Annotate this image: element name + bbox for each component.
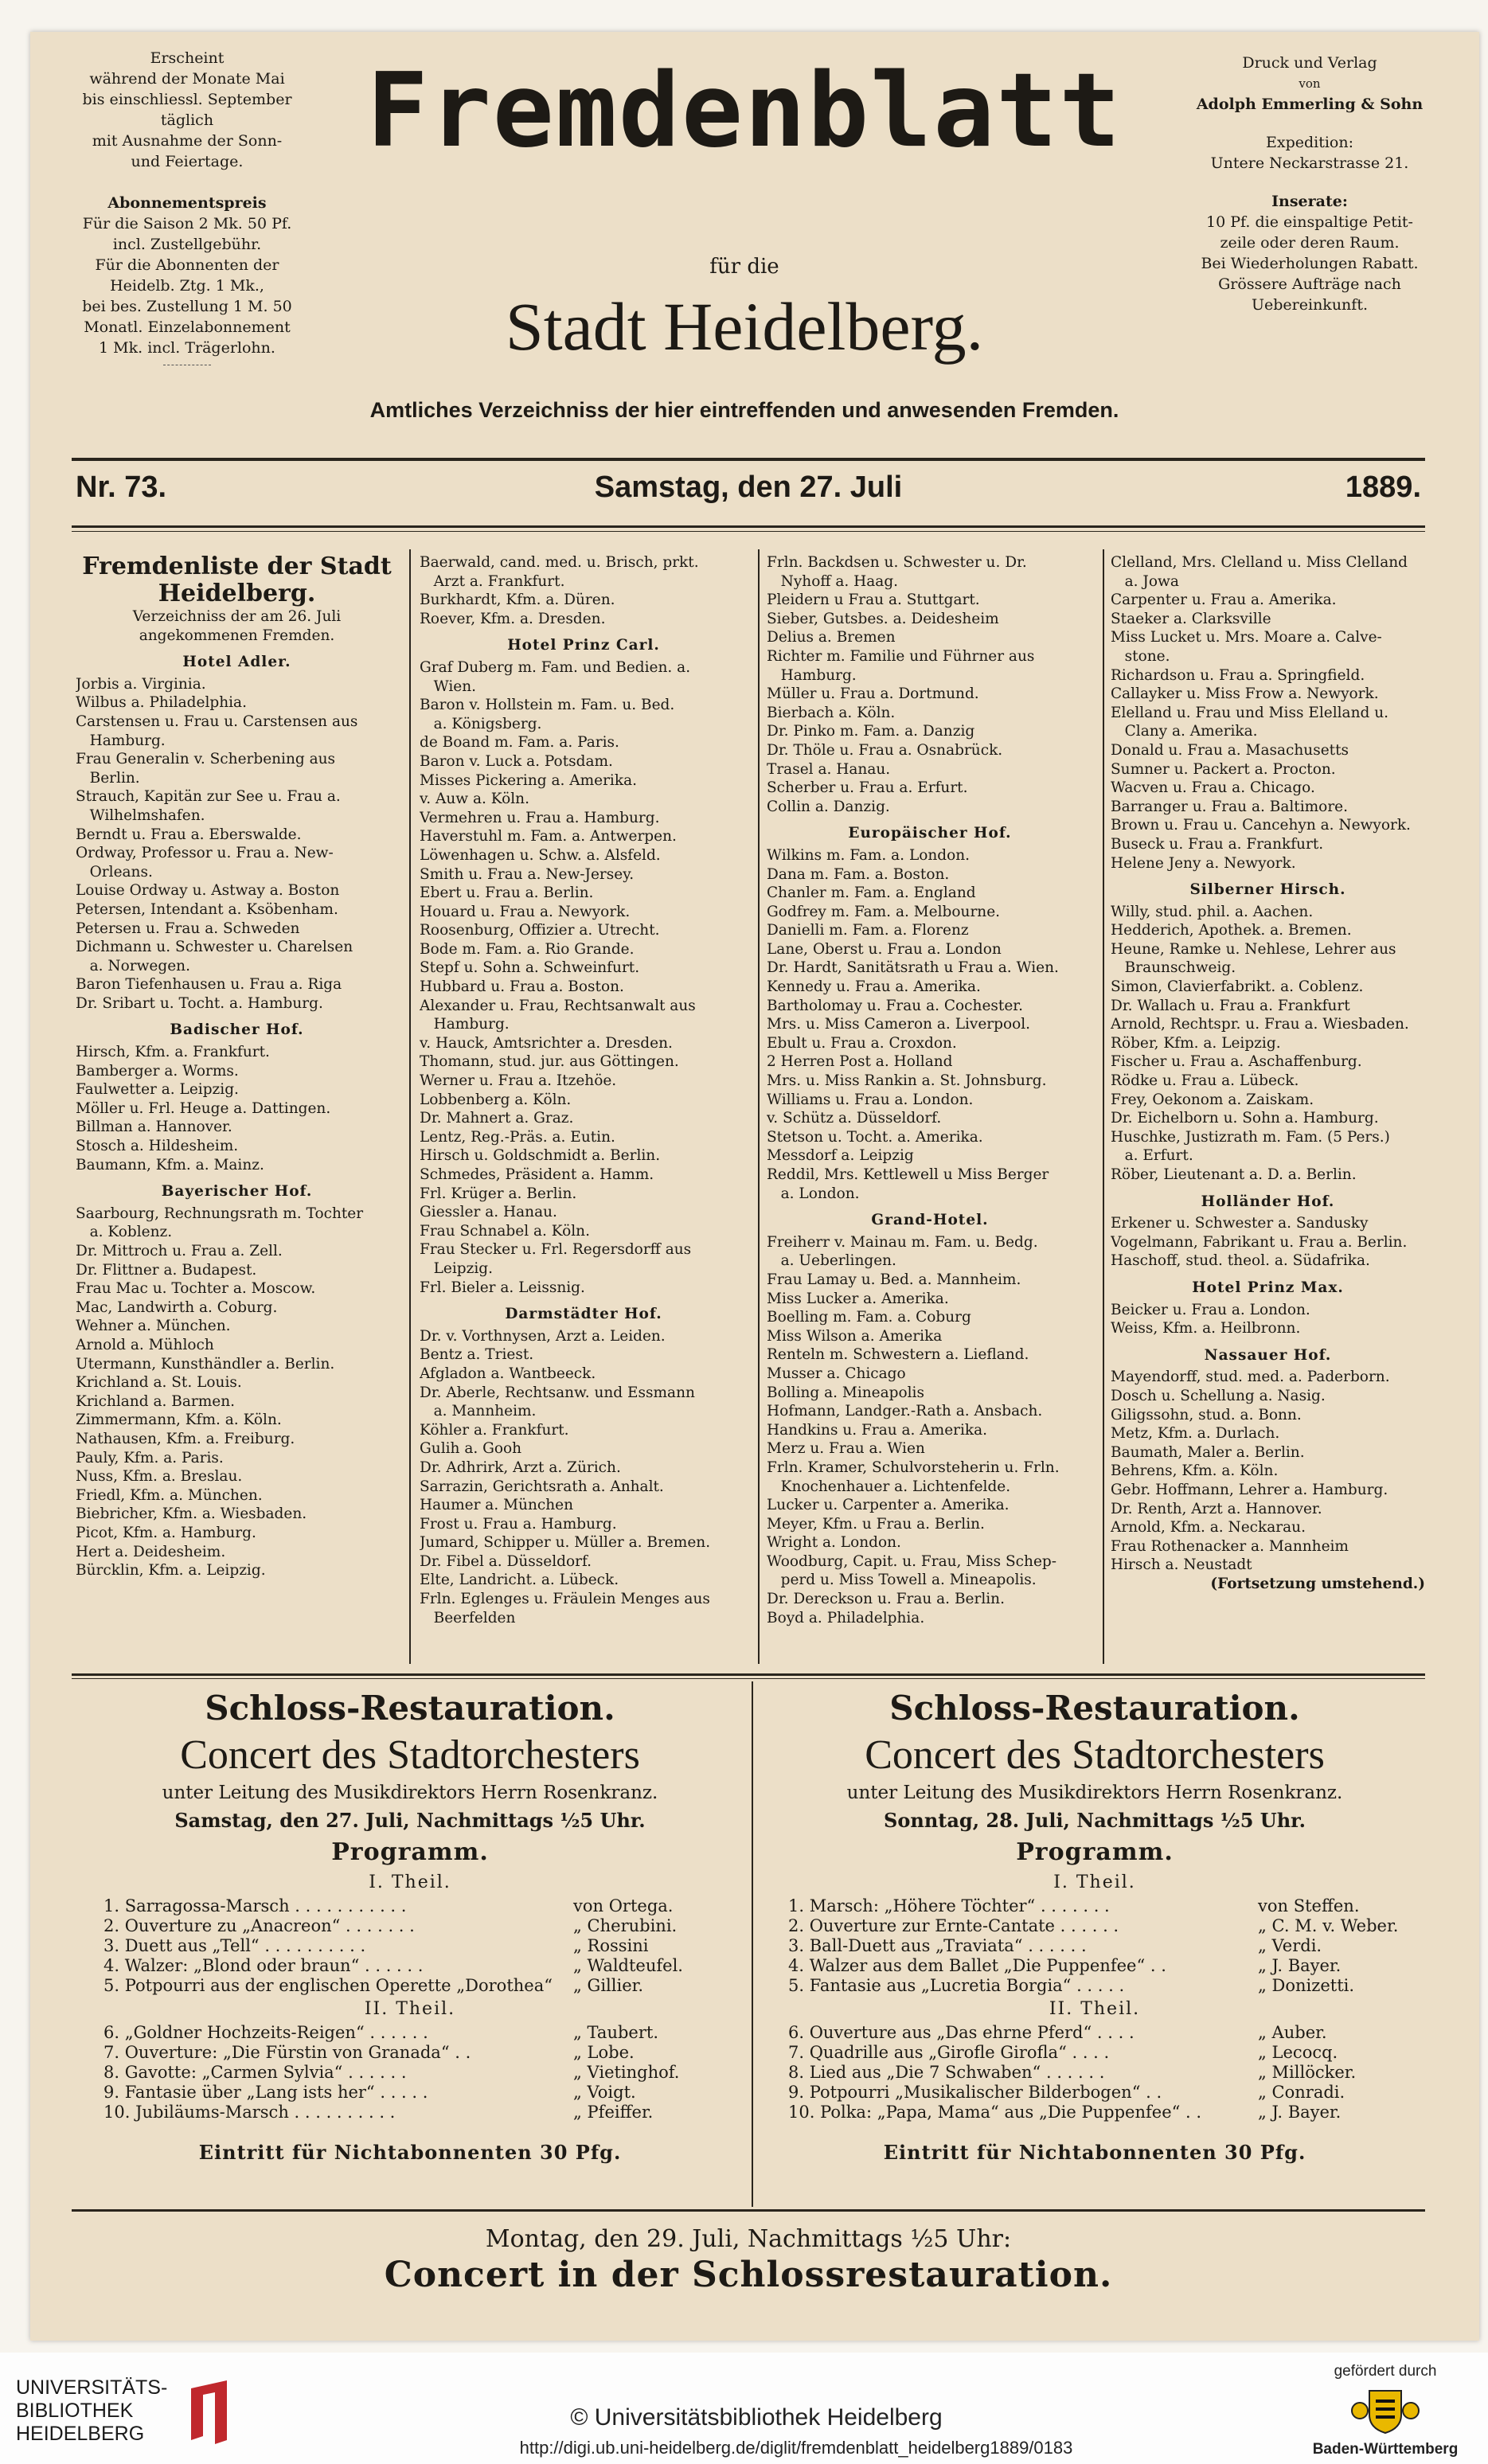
- guest-entry: Dr. Adhrirk, Arzt a. Zürich.: [420, 1458, 621, 1476]
- guest-entry: Mac, Landwirth a. Coburg.: [76, 1298, 278, 1316]
- program-item: 10. Jubiläums-Marsch . . . . . . . . . . „ Pfeiffer.: [103, 2103, 654, 2122]
- guest-entry: Giligssohn, stud. a. Bonn.: [1111, 1406, 1302, 1423]
- guest-entry: Lobbenberg a. Köln.: [420, 1091, 572, 1108]
- guest-entry: Frl. Bieler a. Leissnig.: [420, 1279, 585, 1296]
- guest-entry: Utermann, Kunsthändler a. Berlin.: [76, 1355, 335, 1373]
- column-divider: [758, 549, 760, 1664]
- guest-entry: Saarbourg, Rechnungsrath m. Tochter: [76, 1205, 364, 1222]
- guest-entry: Frl. Krüger a. Berlin.: [420, 1185, 577, 1202]
- guest-entry: Reddil, Mrs. Kettlewell u Miss Berger: [767, 1166, 1049, 1183]
- guest-entry: Staeker a. Clarksville: [1111, 610, 1271, 627]
- guest-entry: Wilkins m. Fam. a. London.: [767, 846, 971, 864]
- list-title: Heidelberg.: [158, 580, 316, 607]
- guest-entry: Collin a. Danzig.: [767, 798, 890, 815]
- guest-entry: Roever, Kfm. a. Dresden.: [420, 610, 606, 627]
- guest-entry: Buseck u. Frau a. Frankfurt.: [1111, 835, 1324, 853]
- guest-entry: Möller u. Frl. Heuge a. Dattingen.: [76, 1099, 331, 1117]
- guest-entry: Miss Lucker a. Amerika.: [767, 1290, 949, 1307]
- guest-entry: Sumner u. Packert a. Procton.: [1111, 760, 1336, 778]
- masthead-right-info: Druck und Verlag von Adolph Emmerling & Sohn Expedition: Untere Neckarstrasse 21. Inserate: 10 Pf. die einspaltige Petit- zeile oder deren Raum. Bei Wiederholungen Rabatt. Grössere Aufträge nach Uebereinkunft.: [1178, 53, 1441, 315]
- guest-entry: Frau Rothenacker a. Mannheim: [1111, 1537, 1349, 1555]
- guest-entry: Nyhoff a. Haag.: [767, 572, 899, 590]
- guest-column-2: [420, 553, 748, 1627]
- guest-entry: Krichland a. Barmen.: [76, 1392, 235, 1410]
- guest-entry: Knochenhauer a. Lichtenfelde.: [767, 1478, 1011, 1495]
- guest-column-1: [76, 553, 398, 1580]
- column-divider: [409, 549, 411, 1664]
- program-item: 8. Gavotte: „Carmen Sylvia“ . . . . . . „ Vietinghof.: [103, 2063, 680, 2082]
- guest-entry: Jorbis a. Virginia.: [76, 675, 206, 693]
- guest-entry: Bentz a. Triest.: [420, 1346, 534, 1364]
- concert-venue: Schloss-Restauration.: [205, 1689, 615, 1728]
- guest-entry: Frln. Eglenges u. Fräulein Menges aus: [420, 1591, 710, 1608]
- concert-title: Concert des Stadtorchesters: [865, 1732, 1325, 1778]
- guest-entry: Dr. Mittroch u. Frau a. Zell.: [76, 1243, 283, 1259]
- guest-entry: Frau Stecker u. Frl. Regersdorff aus: [420, 1241, 692, 1259]
- guest-entry: Stetson u. Tocht. a. Amerika.: [767, 1128, 983, 1146]
- hotel-heading: Grand-Hotel.: [871, 1212, 989, 1229]
- guest-entry: Dr. Eichelborn u. Sohn a. Hamburg.: [1111, 1110, 1379, 1127]
- guest-entry: Rödke u. Frau a. Lübeck.: [1111, 1072, 1299, 1090]
- hotel-heading: Darmstädter Hof.: [505, 1306, 662, 1323]
- program-item: 5. Fantasie aus „Lucretia Borgia“ . . . . . „ Donizetti.: [788, 1976, 1355, 1995]
- publication-schedule: Erscheint während der Monate Mai bis einschliessl. September täglich mit Ausnahme der Sonn- und Feiertage.: [82, 49, 292, 170]
- guest-entry: Röber, Lieutenant a. D. a. Berlin.: [1111, 1166, 1357, 1183]
- program-item: 2. Ouverture zu „Anacreon“ . . . . . . . „ Cherubini.: [103, 1916, 678, 1935]
- guest-entry: Delius a. Bremen: [767, 629, 896, 646]
- guest-entry: Thomann, stud. jur. aus Göttingen.: [420, 1053, 679, 1071]
- guest-entry: Kennedy u. Frau a. Amerika.: [767, 978, 981, 996]
- guest-entry: Dr. Hardt, Sanitätsrath u Frau a. Wien.: [767, 959, 1059, 977]
- subscription-prices: Für die Saison 2 Mk. 50 Pf. incl. Zustellgebühr. Für die Abonnenten der Heidelb. Ztg. 1 Mk., bei bes. Zustellung 1 M. 50 Monatl. Einzelabonnement 1 Mk. incl. Trägerlohn.: [82, 215, 292, 357]
- guest-entry: Sieber, Gutsbes. a. Deidesheim: [767, 610, 999, 627]
- guest-entry: Mrs. u. Miss Cameron a. Liverpool.: [767, 1016, 1031, 1033]
- guest-entry: Freiherr v. Mainau m. Fam. u. Bedg.: [767, 1233, 1038, 1251]
- guest-entry: Elte, Landricht. a. Lübeck.: [420, 1572, 619, 1589]
- guest-entry: Arzt a. Frankfurt.: [420, 572, 565, 590]
- guest-entry: a. Norwegen.: [76, 957, 190, 974]
- guest-entry: Nuss, Kfm. a. Breslau.: [76, 1468, 243, 1486]
- program-item: 6. Ouverture aus „Das ehrne Pferd“ . . . . „ Auber.: [788, 2023, 1327, 2042]
- guest-entry: Weiss, Kfm. a. Heilbronn.: [1111, 1320, 1301, 1337]
- guest-entry: Williams u. Frau a. London.: [767, 1091, 974, 1108]
- guest-entry: Merz u. Frau a. Wien: [767, 1440, 925, 1458]
- program-item: 7. Ouverture: „Die Fürstin von Granada“ . . „ Lobe.: [103, 2043, 635, 2062]
- guest-entry: Wien.: [420, 678, 476, 695]
- guest-entry: Baron v. Hollstein m. Fam. u. Bed.: [420, 697, 675, 714]
- expedition-title: Expedition:: [1265, 134, 1354, 151]
- hotel-heading: Hotel Prinz Max.: [1192, 1279, 1344, 1296]
- guest-entry: Dr. Wallach u. Frau a. Frankfurt: [1111, 997, 1350, 1014]
- concert-title: Concert des Stadtorchesters: [180, 1732, 640, 1778]
- guest-entry: Haschoff, stud. theol. a. Südafrika.: [1111, 1252, 1370, 1270]
- guest-entry: Baron v. Luck a. Potsdam.: [420, 752, 613, 770]
- concert-venue: Schloss-Restauration.: [889, 1689, 1300, 1728]
- guest-entry: Frau Schnabel a. Köln.: [420, 1222, 590, 1240]
- monday-announcement: Montag, den 29. Juli, Nachmittags ½5 Uhr:: [485, 2225, 1012, 2253]
- hotel-heading: Nassauer Hof.: [1204, 1346, 1332, 1364]
- guest-entry: Nathausen, Kfm. a. Freiburg.: [76, 1430, 295, 1447]
- guest-entry: Jumard, Schipper u. Müller a. Bremen.: [420, 1534, 711, 1552]
- program-item: 5. Potpourri aus der englischen Operette „Dorothea“ „ Gillier.: [103, 1976, 644, 1995]
- program-heading: Programm.: [1016, 1838, 1174, 1866]
- guest-entry: Clelland, Mrs. Clelland u. Miss Clelland: [1111, 554, 1408, 571]
- issue-year: 1889.: [1345, 471, 1421, 504]
- hotel-heading: Bayerischer Hof.: [161, 1183, 313, 1201]
- column-divider: [1103, 549, 1104, 1664]
- guest-entry: Clany a. Amerika.: [1111, 723, 1258, 740]
- program-item: 6. „Goldner Hochzeits-Reigen“ . . . . . . „ Taubert.: [103, 2023, 658, 2042]
- rule-monday-top: [72, 2209, 1425, 2212]
- guest-entry: Beerfelden: [420, 1609, 516, 1626]
- program-item: 9. Fantasie über „Lang ists her“ . . . . . „ Voigt.: [103, 2083, 636, 2102]
- hotel-heading: Hotel Prinz Carl.: [507, 637, 660, 654]
- guest-entry: Burkhardt, Kfm. a. Düren.: [420, 592, 615, 609]
- guest-entry: a. Jowa: [1111, 572, 1179, 590]
- masthead-left-info: [56, 48, 318, 365]
- guest-entry: Hedderich, Apothek. a. Bremen.: [1111, 922, 1352, 939]
- guest-entry: Hirsch, Kfm. a. Frankfurt.: [76, 1044, 270, 1061]
- copyright-notice: © Universitätsbibliothek Heidelberg: [570, 2404, 943, 2431]
- library-logo-icon: [183, 2376, 239, 2448]
- guest-entry: Trasel a. Hanau.: [767, 760, 891, 778]
- guest-entry: Ebult u. Frau a. Croxdon.: [767, 1034, 957, 1052]
- continued-note: (Fortsetzung umstehend.): [1210, 1575, 1425, 1592]
- guest-entry: Gebr. Hoffmann, Lehrer a. Hamburg.: [1111, 1481, 1388, 1498]
- expedition-address: Untere Neckarstrasse 21.: [1210, 154, 1409, 172]
- guest-entry: Ordway, Professor u. Frau a. New-: [76, 845, 334, 862]
- guest-entry: Bamberger a. Worms.: [76, 1062, 239, 1080]
- guest-entry: Bierbach a. Köln.: [767, 704, 896, 721]
- hotel-heading: Europäischer Hof.: [848, 825, 1012, 842]
- rule-top: [72, 458, 1425, 461]
- program-item: 10. Polka: „Papa, Mama“ aus „Die Puppenfee“ . . „ J. Bayer.: [788, 2103, 1342, 2122]
- guest-entry: Frln. Kramer, Schulvorsteherin u. Frln.: [767, 1458, 1060, 1476]
- guest-entry: Frost u. Frau a. Hamburg.: [420, 1515, 617, 1533]
- guest-entry: Brown u. Frau u. Cancehyn a. Newyork.: [1111, 817, 1411, 834]
- guest-entry: Callayker u. Miss Frow a. Newyork.: [1111, 685, 1379, 703]
- hotel-heading: Silberner Hirsch.: [1189, 881, 1346, 899]
- guest-entry: v. Auw a. Köln.: [420, 791, 529, 808]
- guest-entry: Dichmann u. Schwester u. Charelsen: [76, 939, 353, 956]
- concert-saturday: [72, 1686, 748, 2169]
- newspaper-title: Fremdenblatt: [366, 52, 1123, 170]
- guest-entry: Hofmann, Landger.-Rath a. Ansbach.: [767, 1403, 1043, 1420]
- guest-entry: de Boand m. Fam. a. Paris.: [420, 734, 619, 752]
- guest-entry: Strauch, Kapitän zur See u. Frau a.: [76, 788, 341, 806]
- concert-conductor: unter Leitung des Musikdirektors Herrn Rosenkranz.: [162, 1783, 658, 1803]
- program-item: 1. Marsch: „Höhere Töchter“ . . . . . . . von Steffen.: [788, 1896, 1360, 1915]
- guest-entry: Petersen, Intendant a. Ksöbenham.: [76, 900, 338, 918]
- guest-entry: Wacven u. Frau a. Chicago.: [1111, 779, 1315, 797]
- guest-entry: Huschke, Justizrath m. Fam. (5 Pers.): [1111, 1128, 1390, 1146]
- guest-entry: Bartholomay u. Frau a. Cochester.: [767, 997, 1023, 1014]
- guest-entry: Frln. Backdsen u. Schwester u. Dr.: [767, 554, 1027, 571]
- guest-entry: Donald u. Frau a. Masachusetts: [1111, 741, 1349, 759]
- guest-entry: stone.: [1111, 647, 1170, 665]
- program-heading: Programm.: [331, 1838, 489, 1866]
- guest-entry: Arnold, Rechtspr. u. Frau a. Wiesbaden.: [1111, 1016, 1409, 1033]
- guest-entry: Lentz, Reg.-Präs. a. Eutin.: [420, 1128, 615, 1146]
- hotel-heading: Hotel Adler.: [182, 654, 291, 671]
- guest-entry: a. Mannheim.: [420, 1403, 537, 1420]
- concert-date: Samstag, den 27. Juli, Nachmittags ½5 Uhr.: [174, 1809, 646, 1832]
- guest-entry: Haumer a. München: [420, 1497, 573, 1514]
- guest-entry: Woodburg, Capit. u. Frau, Miss Schep-: [767, 1552, 1057, 1570]
- program-item: 9. Potpourri „Musikalischer Bilderbogen“ . . „ Conradi.: [788, 2083, 1345, 2102]
- guest-entry: Baumann, Kfm. a. Mainz.: [76, 1156, 264, 1173]
- guest-entry: Frau Generalin v. Scherbening aus: [76, 751, 336, 768]
- guest-entry: Renteln m. Schwestern a. Liefland.: [767, 1346, 1029, 1364]
- hotel-heading: Badischer Hof.: [170, 1021, 304, 1039]
- guest-entry: Petersen u. Frau a. Schweden: [76, 920, 300, 937]
- guest-entry: Vogelmann, Fabrikant u. Frau a. Berlin.: [1111, 1233, 1408, 1251]
- guest-entry: Musser a. Chicago: [767, 1365, 906, 1382]
- guest-entry: Hirsch a. Neustadt: [1111, 1556, 1252, 1574]
- guest-entry: Werner u. Frau a. Itzehöe.: [420, 1072, 617, 1090]
- guest-entry: Beicker u. Frau a. London.: [1111, 1301, 1310, 1318]
- guest-entry: Bolling a. Mineapolis: [767, 1384, 924, 1401]
- guest-entry: Dr. v. Vorthnysen, Arzt a. Leiden.: [420, 1327, 666, 1345]
- rule-issue-bottom: [72, 525, 1425, 528]
- list-title: Fremdenliste der Stadt: [82, 553, 392, 580]
- monday-concert-title: Concert in der Schlossrestauration.: [384, 2255, 1113, 2295]
- guest-entry: Pauly, Kfm. a. Paris.: [76, 1449, 224, 1466]
- guest-entry: Frey, Oekonom a. Zaiskam.: [1111, 1091, 1314, 1108]
- program-item: 7. Quadrille aus „Girofle Girofla“ . . . . „ Lecocq.: [788, 2043, 1338, 2062]
- guest-entry: Miss Lucket u. Mrs. Moare a. Calve-: [1111, 629, 1382, 646]
- guest-entry: Misses Pickering a. Amerika.: [420, 771, 637, 789]
- guest-entry: Behrens, Kfm. a. Köln.: [1111, 1462, 1279, 1480]
- guest-entry: Meyer, Kfm. u Frau a. Berlin.: [767, 1515, 985, 1533]
- guest-entry: Graf Duberg m. Fam. und Bedien. a.: [420, 658, 691, 676]
- guest-entry: Leipzig.: [420, 1259, 494, 1277]
- guest-entry: Danielli m. Fam. a. Florenz: [767, 922, 969, 939]
- guest-entry: Smith u. Frau a. New-Jersey.: [420, 865, 635, 883]
- newspaper-subtitle: Amtliches Verzeichniss der hier eintreffenden und anwesenden Fremden.: [369, 398, 1119, 422]
- guest-entry: Helene Jeny a. Newyork.: [1111, 854, 1296, 872]
- guest-entry: 2 Herren Post a. Holland: [767, 1053, 953, 1071]
- guest-entry: Godfrey m. Fam. a. Melbourne.: [767, 903, 1001, 920]
- program-part-1: I. Theil.: [1053, 1872, 1136, 1892]
- guest-entry: Messdorf a. Leipzig: [767, 1147, 914, 1165]
- guest-entry: a. Ueberlingen.: [767, 1252, 896, 1270]
- program-item: 8. Lied aus „Die 7 Schwaben“ . . . . . . „ Millöcker.: [788, 2063, 1357, 2082]
- rule-issue-bottom-thin: [72, 531, 1425, 532]
- guest-entry: Houard u. Frau a. Newyork.: [420, 903, 631, 920]
- guest-entry: Wright a. London.: [767, 1534, 901, 1552]
- guest-entry: Dr. Sribart u. Tocht. a. Hamburg.: [76, 994, 323, 1012]
- coat-of-arms-icon: [1345, 2387, 1425, 2435]
- program-part-2: II. Theil.: [1049, 1999, 1141, 2019]
- guest-entry: Berndt u. Frau a. Eberswalde.: [76, 826, 302, 843]
- guest-entry: Gulih a. Gooh: [420, 1440, 522, 1458]
- guest-entry: Faulwetter a. Leipzig.: [76, 1081, 239, 1099]
- guest-entry: Lucker u. Carpenter a. Amerika.: [767, 1497, 1010, 1514]
- program-item: 1. Sarragossa-Marsch . . . . . . . . . . . von Ortega.: [103, 1896, 674, 1915]
- guest-entry: a. Koblenz.: [76, 1224, 173, 1241]
- guest-entry: Picot, Kfm. a. Hamburg.: [76, 1524, 256, 1541]
- guest-entry: Verzeichniss der am 26. Juli: [132, 608, 342, 625]
- guest-entry: Afgladon a. Wantbeeck.: [420, 1365, 596, 1382]
- guest-entry: Miss Wilson a. Amerika: [767, 1327, 943, 1345]
- guest-entry: Wehner a. München.: [76, 1318, 231, 1335]
- program-item: 2. Ouverture zur Ernte-Cantate . . . . . . „ C. M. v. Weber.: [788, 1916, 1399, 1935]
- guest-entry: Baerwald, cand. med. u. Brisch, prkt.: [420, 554, 699, 571]
- source-url-link[interactable]: http://digi.ub.uni-heidelberg.de/diglit/fremdenblatt_heidelberg1889/0183: [519, 2438, 1073, 2458]
- guest-entry: Müller u. Frau a. Dortmund.: [767, 685, 979, 703]
- admission-note: Eintritt für Nichtabonnenten 30 Pfg.: [883, 2141, 1306, 2164]
- guest-column-3: [767, 553, 1093, 1627]
- guest-entry: Krichland a. St. Louis.: [76, 1374, 242, 1392]
- admission-note: Eintritt für Nichtabonnenten 30 Pfg.: [198, 2141, 622, 2164]
- ads-terms: 10 Pf. die einspaltige Petit- zeile oder deren Raum. Bei Wiederholungen Rabatt. Grössere Aufträge nach Uebereinkunft.: [1201, 213, 1419, 314]
- guest-entry: Dana m. Fam. a. Boston.: [767, 865, 950, 883]
- guest-entry: Boelling m. Fam. a. Coburg: [767, 1309, 971, 1326]
- guest-entry: Simon, Clavierfabrikt. a. Coblenz.: [1111, 978, 1364, 996]
- guest-entry: Schmedes, Präsident a. Hamm.: [420, 1166, 654, 1183]
- guest-entry: Willy, stud. phil. a. Aachen.: [1111, 903, 1314, 920]
- guest-entry: Berlin.: [76, 769, 140, 787]
- guest-entry: v. Hauck, Amtsrichter a. Dresden.: [420, 1034, 673, 1052]
- guest-entry: Richter m. Familie und Führner aus: [767, 647, 1035, 665]
- guest-entry: Lane, Oberst u. Frau a. London: [767, 940, 1002, 958]
- guest-entry: Dr. Pinko m. Fam. a. Danzig: [767, 723, 975, 740]
- guest-entry: Köhler a. Frankfurt.: [420, 1421, 569, 1439]
- guest-entry: Biebricher, Kfm. a. Wiesbaden.: [76, 1505, 307, 1523]
- guest-entry: Stepf u. Sohn a. Schweinfurt.: [420, 959, 640, 977]
- guest-entry: Wilbus a. Philadelphia.: [76, 694, 247, 712]
- issue-line: [76, 466, 1421, 513]
- guest-entry: v. Schütz a. Düsseldorf.: [767, 1110, 942, 1127]
- guest-entry: Baumath, Maler a. Berlin.: [1111, 1443, 1305, 1461]
- guest-entry: Hubbard u. Frau a. Boston.: [420, 978, 624, 996]
- guest-entry: Carpenter u. Frau a. Amerika.: [1111, 592, 1337, 609]
- guest-entry: Dosch u. Schellung a. Nasig.: [1111, 1387, 1326, 1404]
- guest-entry: Friedl, Kfm. a. München.: [76, 1486, 263, 1504]
- guest-entry: Röber, Kfm. a. Leipzig.: [1111, 1034, 1281, 1052]
- guest-entry: Richardson u. Frau a. Springfield.: [1111, 666, 1365, 684]
- guest-entry: Mrs. u. Miss Rankin a. St. Johnsburg.: [767, 1072, 1047, 1090]
- title-connector: für die: [709, 255, 779, 279]
- guest-entry: Dr. Thöle u. Frau a. Osnabrück.: [767, 741, 1003, 759]
- guest-column-4: [1111, 553, 1425, 1593]
- guest-entry: a. Erfurt.: [1111, 1147, 1193, 1165]
- program-item: 4. Walzer aus dem Ballet „Die Puppenfee“ . . „ J. Bayer.: [788, 1956, 1342, 1975]
- guest-entry: Barranger u. Frau a. Baltimore.: [1111, 798, 1348, 815]
- guest-entry: Sarrazin, Gerichtsrath a. Anhalt.: [420, 1478, 664, 1495]
- guest-entry: Hirsch u. Goldschmidt a. Berlin.: [420, 1147, 661, 1165]
- guest-entry: a. Königsberg.: [420, 715, 542, 732]
- guest-entry: Hamburg.: [76, 732, 166, 749]
- guest-entry: Louise Ordway u. Astway a. Boston: [76, 882, 340, 900]
- guest-entry: Chanler m. Fam. a. England: [767, 884, 976, 902]
- funding-note: gefördert durch Baden-Württemberg: [1312, 2363, 1459, 2458]
- guest-entry: Dr. Dereckson u. Frau a. Berlin.: [767, 1591, 1005, 1608]
- issue-number: Nr. 73.: [76, 471, 167, 504]
- program-part-2: II. Theil.: [364, 1999, 456, 2019]
- program-item: 4. Walzer: „Blond oder braun“ . . . . . . „ Waldteufel.: [103, 1956, 683, 1975]
- guest-entry: Dr. Flittner a. Budapest.: [76, 1261, 257, 1279]
- guest-entry: Baron Tiefenhausen u. Frau a. Riga: [76, 976, 342, 994]
- guest-entry: Löwenhagen u. Schw. a. Alsfeld.: [420, 846, 661, 864]
- guest-entry: Bürcklin, Kfm. a. Leipzig.: [76, 1562, 266, 1580]
- hotel-heading: Holländer Hof.: [1201, 1193, 1335, 1210]
- guest-entry: Ebert u. Frau a. Berlin.: [420, 884, 594, 902]
- guest-entry: Billman a. Hannover.: [76, 1119, 232, 1136]
- publisher-name: Adolph Emmerling & Sohn: [1196, 96, 1424, 113]
- guest-entry: Roosenburg, Offizier a. Utrecht.: [420, 922, 660, 939]
- ads-title: Inserate:: [1271, 193, 1348, 210]
- guest-entry: perd u. Miss Towell a. Mineapolis.: [767, 1572, 1037, 1589]
- guest-entry: Erkener u. Schwester a. Sandusky: [1111, 1215, 1369, 1232]
- program-part-1: I. Theil.: [369, 1872, 451, 1892]
- guest-entry: a. London.: [767, 1185, 860, 1202]
- program-item: 3. Ball-Duett aus „Traviata“ . . . . . . „ Verdi.: [788, 1936, 1322, 1955]
- guest-entry: Alexander u. Frau, Rechtsanwalt aus: [420, 997, 696, 1014]
- city-title: Stadt Heidelberg.: [505, 288, 984, 365]
- issue-date: Samstag, den 27. Juli: [594, 471, 903, 504]
- guest-entry: Mayendorff, stud. med. a. Paderborn.: [1111, 1369, 1390, 1386]
- guest-entry: Boyd a. Philadelphia.: [767, 1609, 925, 1626]
- guest-entry: Bode m. Fam. a. Rio Grande.: [420, 940, 635, 958]
- guest-entry: Hert a. Deidesheim.: [76, 1543, 226, 1560]
- guest-entry: Braunschweig.: [1111, 959, 1236, 977]
- guest-entry: Giessler a. Hanau.: [420, 1204, 557, 1221]
- guest-entry: Heune, Ramke u. Nehlese, Lehrer aus: [1111, 940, 1396, 958]
- guest-entry: Stosch a. Hildesheim.: [76, 1138, 239, 1155]
- guest-entry: Vermehren u. Frau a. Hamburg.: [420, 809, 660, 826]
- subscription-title: Abonnementspreis: [107, 194, 267, 212]
- guest-entry: Frau Mac u. Tochter a. Moscow.: [76, 1280, 316, 1298]
- guest-entry: Dr. Mahnert a. Graz.: [420, 1110, 574, 1127]
- rule-concert-top-thin: [72, 1678, 1425, 1679]
- guest-entry: Frau Lamay u. Bed. a. Mannheim.: [767, 1271, 1021, 1288]
- concert-divider: [752, 1681, 753, 2207]
- guest-entry: Dr. Aberle, Rechtsanw. und Essmann: [420, 1384, 695, 1401]
- library-logo-text: UNIVERSITÄTS- BIBLIOTHEK HEIDELBERG: [16, 2376, 168, 2445]
- concert-date: Sonntag, 28. Juli, Nachmittags ½5 Uhr.: [884, 1809, 1306, 1832]
- guest-entry: Haverstuhl m. Fam. a. Antwerpen.: [420, 828, 677, 845]
- guest-entry: Scherber u. Frau a. Erfurt.: [767, 779, 968, 797]
- guest-entry: Hamburg.: [767, 666, 857, 684]
- guest-entry: Elelland u. Frau und Miss Elelland u.: [1111, 704, 1388, 721]
- concert-sunday: [756, 1686, 1433, 2169]
- rule-concert-top: [72, 1673, 1425, 1676]
- guest-entry: Fischer u. Frau a. Aschaffenburg.: [1111, 1053, 1362, 1071]
- guest-entry: angekommenen Fremden.: [139, 627, 335, 644]
- guest-entry: Orleans.: [76, 863, 153, 881]
- guest-entry: Arnold a. Mühloch: [76, 1336, 214, 1353]
- guest-entry: Arnold, Kfm. a. Neckarau.: [1111, 1519, 1306, 1537]
- guest-entry: Metz, Kfm. a. Durlach.: [1111, 1425, 1280, 1443]
- guest-entry: Dr. Renth, Arzt a. Hannover.: [1111, 1500, 1322, 1517]
- guest-entry: Zimmermann, Kfm. a. Köln.: [76, 1412, 282, 1429]
- guest-entry: Carstensen u. Frau u. Carstensen aus: [76, 713, 358, 730]
- guest-entry: Wilhelmshafen.: [76, 806, 205, 824]
- guest-entry: Dr. Fibel a. Düsseldorf.: [420, 1552, 592, 1570]
- guest-entry: Handkins u. Frau a. Amerika.: [767, 1421, 988, 1439]
- guest-entry: Hamburg.: [420, 1016, 510, 1033]
- guest-entry: Pleidern u Frau a. Stuttgart.: [767, 592, 980, 609]
- concert-conductor: unter Leitung des Musikdirektors Herrn Rosenkranz.: [846, 1783, 1343, 1803]
- program-item: 3. Duett aus „Tell“ . . . . . . . . . . „ Rossini: [103, 1936, 649, 1955]
